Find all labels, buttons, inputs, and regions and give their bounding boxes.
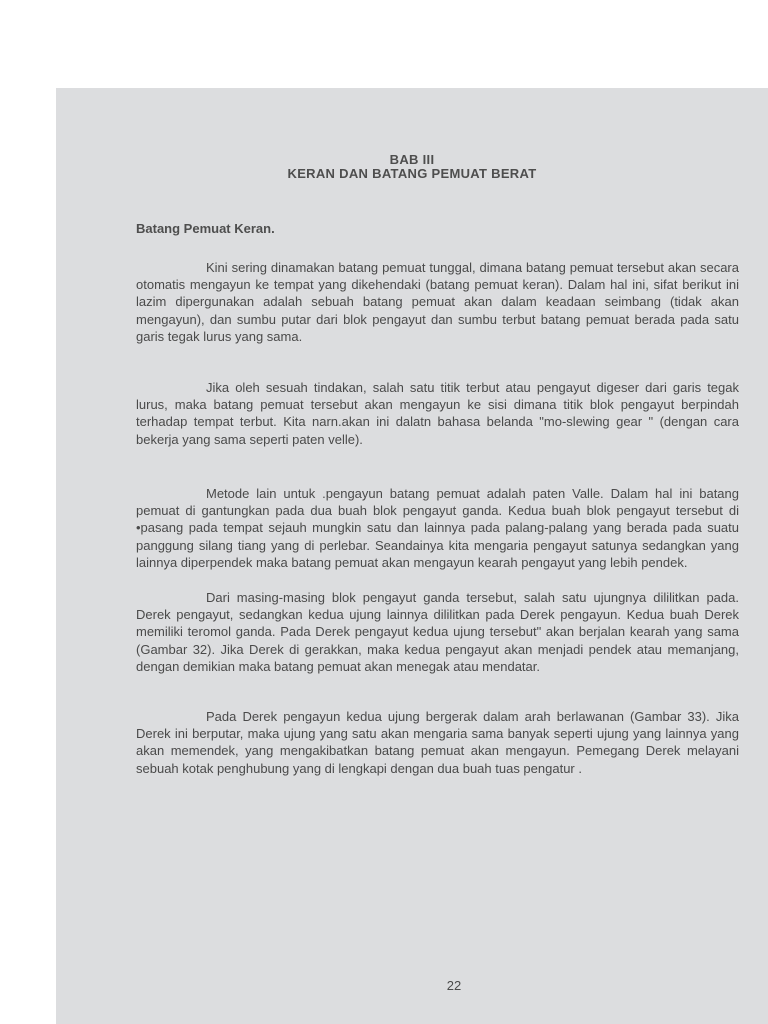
document-page bbox=[56, 88, 768, 1024]
paragraph-3: Metode lain untuk .pengayun batang pemuat adalah paten Valle. Dalam hal ini batang pemuat di gantungkan pada dua buah blok pengayut ganda. Kedua buah blok pengayut tersebut di •pasang pada tempat sejauh mungkin satu dan lainnya pada palang-palang yang berada pada suatu panggung silang tiang yang di perlebar. Seandainya kita mengaria pengayut satunya sedangkan yang lainnya diperpendek maka batang pemuat akan mengayun kearah pengayut yang lebih pendek. bbox=[136, 486, 739, 570]
page-number: 22 bbox=[446, 978, 462, 993]
chapter-number: BAB III bbox=[389, 152, 435, 167]
paragraph-1: Kini sering dinamakan batang pemuat tunggal, dimana batang pemuat tersebut akan secara otomatis mengayun ke tempat yang dikehendaki (batang pemuat keran). Dalam hal ini, sifat berikut ini lazim dipergunakan adalah sebuah batang pemuat akan dalam keadaan seimbang (tidak akan mengayun), dan sumbu putar dari blok pengayut dan sumbu terbut batang pemuat berada pada satu garis tegak lurus yang sama. bbox=[136, 260, 739, 344]
paragraph-5: Pada Derek pengayun kedua ujung bergerak dalam arah berlawanan (Gambar 33). Jika Derek ini berputar, maka ujung yang satu akan mengaria sama banyak seperti ujung yang lainnya yang akan memendek, yang mengakibatkan batang pemuat akan mengayun. Pemegang Derek melayani sebuah kotak penghubung yang di lengkapi dengan dua buah tuas pengatur . bbox=[136, 709, 739, 776]
paragraph-2: Jika oleh sesuah tindakan, salah satu titik terbut atau pengayut digeser dari garis tegak lurus, maka batang pemuat tersebut akan mengayun ke sisi dimana titik blok pengayut berpindah terhadap tempat terbut. Kita narn.akan ini dalatn bahasa belanda "mo-slewing gear " (dengan cara bekerja yang sama seperti paten velle). bbox=[136, 380, 739, 447]
paragraph-4: Dari masing-masing blok pengayut ganda tersebut, salah satu ujungnya dililitkan pada. Derek pengayut, sedangkan kedua ujung lainnya dililitkan pada Derek pengayun. Kedua buah Derek memiliki teromol ganda. Pada Derek pengayut kedua ujung tersebut" akan berjalan kearah yang sama (Gambar 32). Jika Derek di gerakkan, maka kedua pengayut akan menjadi pendek atau memanjang, dengan demikian maka batang pemuat akan menegak atau mendatar. bbox=[136, 590, 739, 674]
section-title: Batang Pemuat Keran. bbox=[136, 221, 275, 236]
chapter-title: KERAN DAN BATANG PEMUAT BERAT bbox=[287, 166, 537, 181]
